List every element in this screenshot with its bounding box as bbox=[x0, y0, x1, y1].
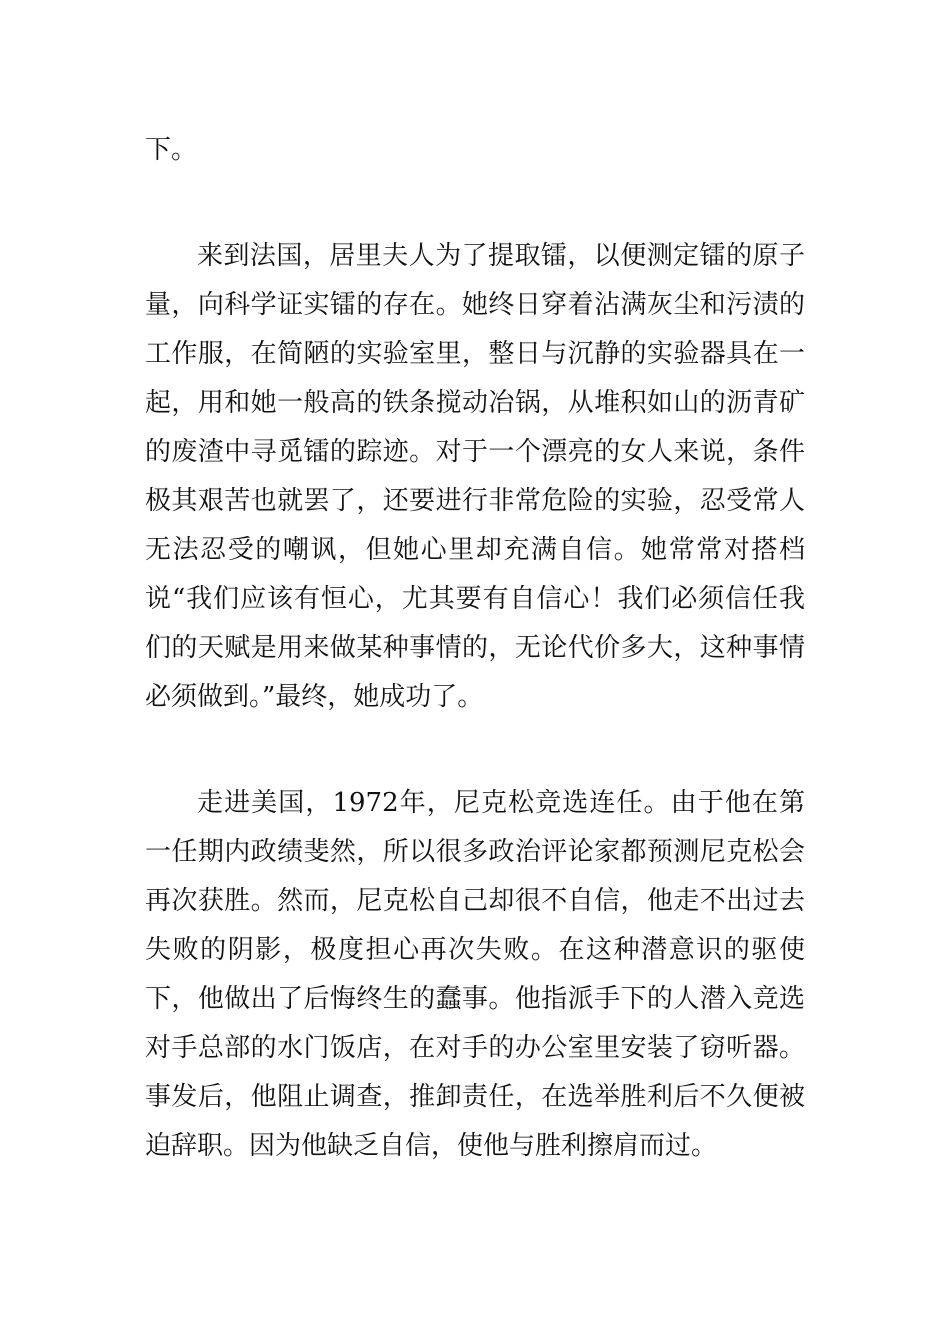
paragraph-nixon: 走进美国，1972年，尼克松竞选连任。由于他在第一任期内政绩斐然，所以很多政治评论家都预测尼克松会再次获胜。然而，尼克松自己却很不自信，他走不出过去失败的阴影，极度担心再次失败。在这种潜意识的驱使下，他做出了后悔终生的蠢事。他指派手下的人潜入竞选对手总部的水门饭店，在对手的办公室里安装了窃听器。事发后，他阻止调查，推卸责任，在选举胜利后不久便被迫辞职。因为他缺乏自信，使他与胜利擦肩而过。 bbox=[145, 788, 805, 1161]
continued-text-line: 下。 bbox=[145, 135, 198, 165]
paragraph-curie: 来到法国，居里夫人为了提取镭，以便测定镭的原子量，向科学证实镭的存在。她终日穿着沾满灰尘和污渍的工作服，在简陋的实验室里，整日与沉静的实验器具在一起，用和她一般高的铁条搅动冶锅，从堆积如山的沥青矿的废渣中寻觅镭的踪迹。对于一个漂亮的女人来说，条件极其艰苦也就罢了，还要进行非常危险的实验，忍受常人无法忍受的嘲讽，但她心里却充满自信。她常常对搭档说“我们应该有恒心，尤其要有自信心！我们必须信任我们的天赋是用来做某种事情的，无论代价多大，这种事情必须做到。”最终，她成功了。 bbox=[145, 241, 805, 712]
paragraph-gap bbox=[145, 175, 805, 232]
document-body bbox=[145, 126, 805, 1171]
paragraph-gap bbox=[145, 722, 805, 779]
